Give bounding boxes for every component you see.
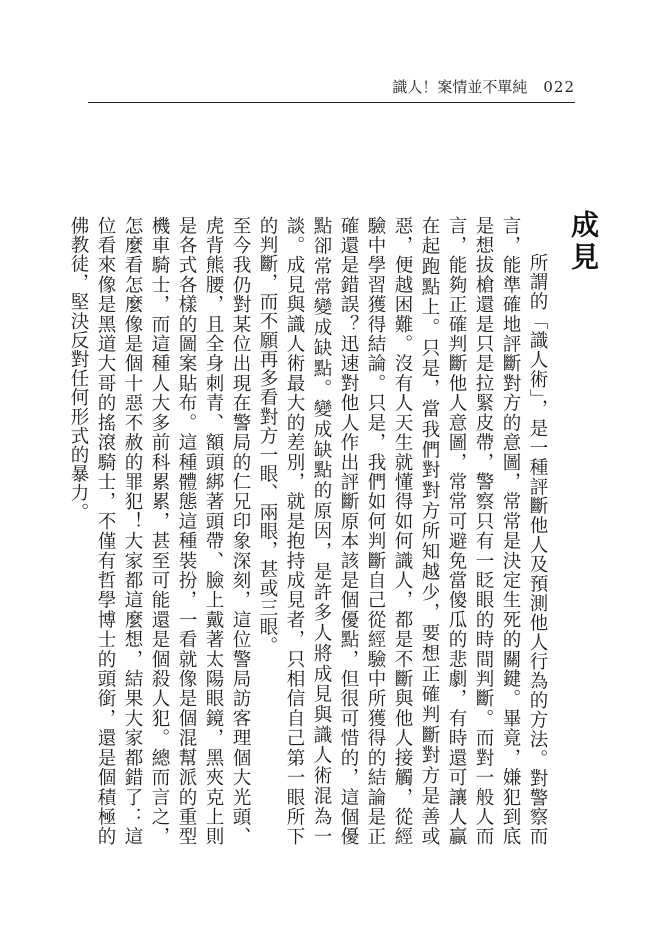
section-title: 成見 — [567, 210, 600, 274]
header-rule — [88, 102, 575, 103]
paragraph-2: 至今我仍對某位出現在警局的仁兄印象深刻，這位警局訪客理個大光頭、虎背熊腰，且全身刺青、額頭綁著頭帶、臉上戴著太陽眼鏡，黑夾克上則是各式各樣的圖案貼布。這種體態這種裝扮，一看就像是個混幫派的重型機車騎士，而這種人大多前科累累，甚至可能還是個殺人犯。總而言之，怎麼看怎麼像是個十惡不赦的罪犯！大家都這麼想，結果大家都錯了：這位看來像是黑道大哥的搖滾騎士，不僅有哲學博士的頭銜，還是個積極的佛教徒，堅決反對任何形式的暴力。 — [68, 216, 251, 846]
page-number: 022 — [543, 78, 575, 96]
body-text — [68, 216, 551, 846]
paragraph-1: 所謂的「識人術」，是一種評斷他人及預測他人行為的方法。對警察而言，能準確地評斷對方的意圖，常常是決定生死的關鍵。畢竟，嫌犯到底是想拔槍還是只是拉緊皮帶，警察只有一眨眼的時間判斷。而對一般人而言，能夠正確判斷他人意圖，常常可避免當傻瓜的悲劇，有時還可讓人贏在起跑點上。只是，當我們對對方所知越少，要想正確判斷對方是善或惡，便越困難。沒有人天生就懂得如何識人，都是不斷與他人接觸，從經驗中學習獲得結論。只是，我們如何判斷自己從經驗中所獲得的結論是正確還是錯誤？迅速對他人作出評斷原本該是個優點，但很可惜的，這個優點卻常常變成缺點。變成缺點的原因，是許多人將成見與識人術混為一談。成見與識人術最大的差別，就是抱持成見者，只相信自己第一眼所下的判斷，而不願再多看對方一眼、兩眼，甚或三眼。 — [257, 216, 548, 846]
running-header — [392, 76, 575, 97]
chapter-title: 識人！案情並不單純 — [392, 78, 528, 96]
